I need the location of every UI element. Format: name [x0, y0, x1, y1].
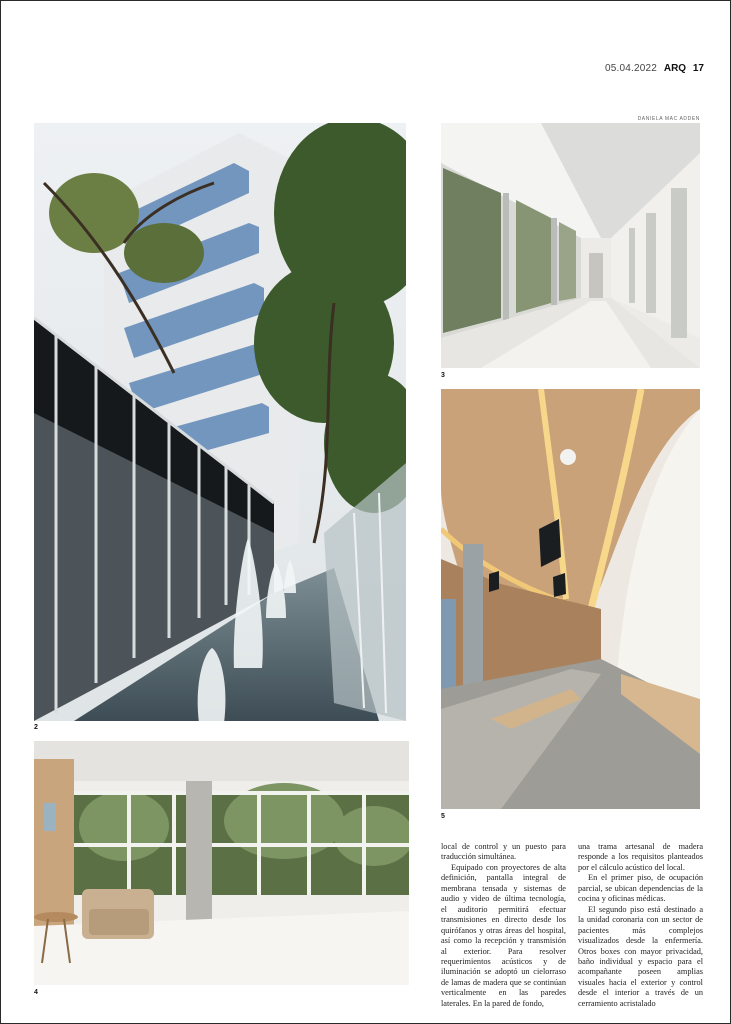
photo-credit: DANIELA MAC ADDEN — [637, 116, 700, 122]
article-column-2 — [578, 842, 703, 1008]
photo-auditorium — [441, 389, 700, 809]
caption-photo-3: 3 — [441, 372, 445, 379]
caption-photo-2: 2 — [34, 724, 38, 731]
page-number: 17 — [692, 63, 704, 74]
article-paragraph: El segundo piso está destinado a la unidad coronaria con un sector de pacientes más complejos visualizados desde la enfermería. Otros boxes con mayor privacidad, baño individual y espacio para el acompañante poseen amplias visuales hacia el exterior y control desde el interior a través de un cerramiento acristalado — [578, 904, 703, 1008]
section-name: ARQ — [663, 63, 687, 74]
article-paragraph: Equipado con proyectores de alta definición, pantalla integral de membrana tensada y sistemas de audio y video de última tecnología, el auditorio permitirá efectuar transmisiones en directo desde los quirófanos y otras áreas del hospital, así como la recepción y transmisión al exterior. Para resolver requerimientos acústicos y de iluminación se adoptó un cielorraso de lamas de madera que se continúan verticalmente en las paredes laterales. En la pared de fondo, — [441, 862, 566, 1008]
caption-photo-5: 5 — [441, 813, 445, 820]
photo-corridor — [441, 123, 700, 368]
article-paragraph: local de control y un puesto para traducción simultánea. — [441, 842, 566, 862]
article-body — [441, 842, 703, 1008]
page-header — [605, 63, 704, 74]
article-paragraph: En el primer piso, de ocupación parcial, se ubican dependencias de la cocina y oficinas médicas. — [578, 873, 703, 904]
photo-lobby — [34, 741, 409, 985]
article-column-1 — [441, 842, 566, 1008]
caption-photo-4: 4 — [34, 989, 38, 996]
issue-date: 05.04.2022 — [605, 63, 658, 74]
article-paragraph: una trama artesanal de madera responde a los requisitos planteados por el cálculo acústico del local. — [578, 842, 703, 872]
photo-fountain-walkway — [34, 123, 406, 721]
